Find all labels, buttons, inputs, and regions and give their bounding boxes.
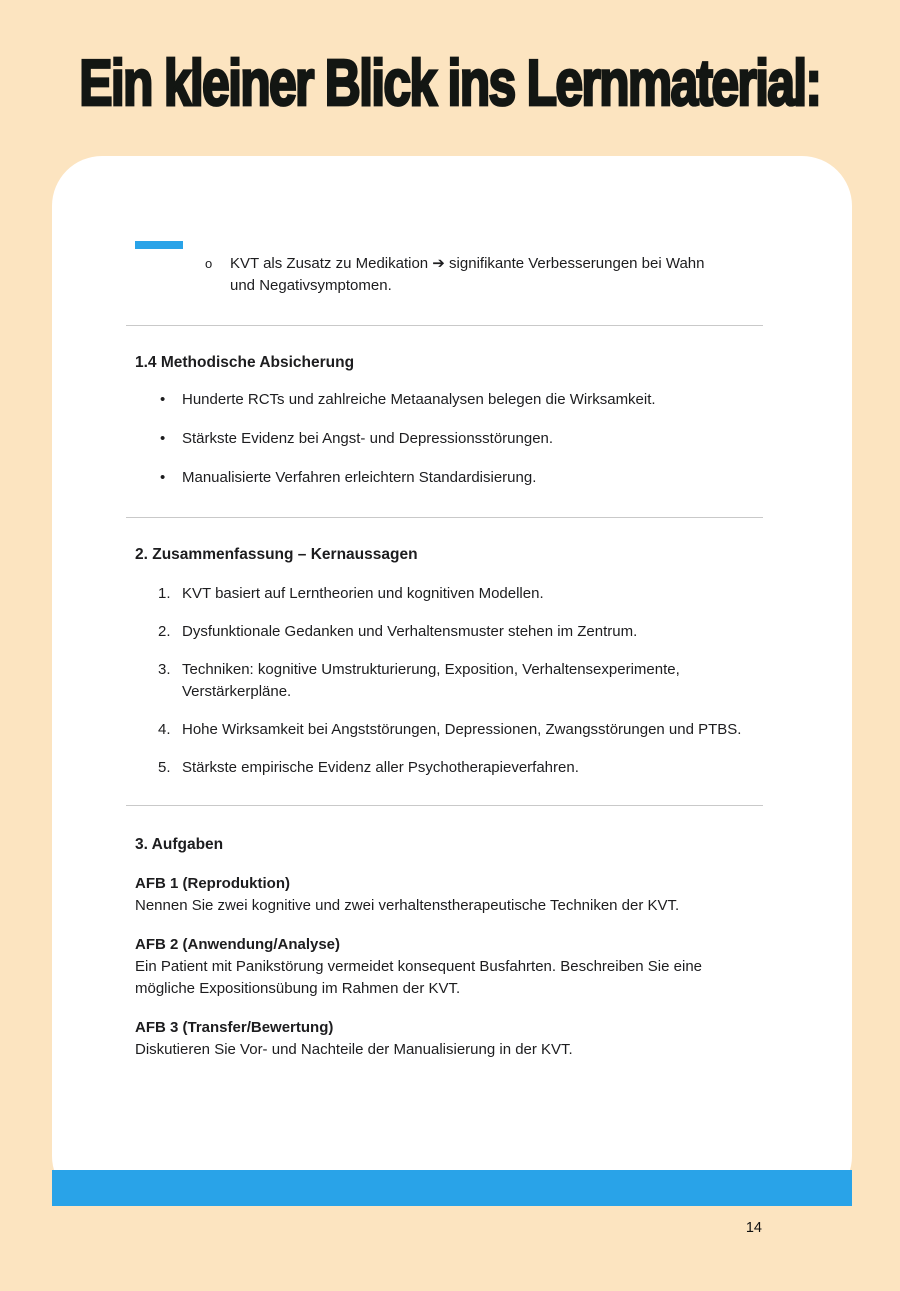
material-card bbox=[52, 156, 852, 1236]
numbered-item bbox=[135, 719, 763, 741]
number-marker: 4. bbox=[158, 721, 171, 738]
task-block bbox=[135, 934, 763, 1000]
circle-bullet-marker: o bbox=[205, 256, 213, 271]
bullet-item bbox=[135, 467, 763, 489]
task-block bbox=[135, 873, 763, 917]
bullet-marker: • bbox=[160, 430, 166, 447]
bullet-list bbox=[135, 389, 763, 489]
task-title: AFB 2 (Anwendung/Analyse) bbox=[135, 936, 341, 953]
numbered-item-text: KVT basiert auf Lerntheorien und kognitiven Modellen. bbox=[182, 585, 544, 602]
bullet-item bbox=[135, 428, 763, 450]
numbered-item-text: Stärkste empirische Evidenz aller Psychotherapieverfahren. bbox=[182, 759, 579, 776]
section-heading-zusammenfassung: 2. Zusammenfassung – Kernaussagen bbox=[135, 546, 418, 563]
section-divider bbox=[126, 325, 763, 326]
bullet-item-text: Hunderte RCTs und zahlreiche Metaanalysen belegen die Wirksamkeit. bbox=[182, 391, 656, 408]
section-heading-aufgaben: 3. Aufgaben bbox=[135, 836, 224, 853]
numbered-item bbox=[135, 659, 763, 703]
task-title: AFB 1 (Reproduktion) bbox=[135, 875, 290, 892]
accent-dash bbox=[135, 241, 183, 249]
number-marker: 3. bbox=[158, 661, 171, 678]
task-block bbox=[135, 1017, 763, 1061]
task-text: Ein Patient mit Panikstörung vermeidet konsequent Busfahrten. Beschreiben Sie eine mögliche Expositionsübung im Rahmen der KVT. bbox=[135, 958, 702, 997]
section-divider bbox=[126, 805, 763, 806]
task-text: Nennen Sie zwei kognitive und zwei verhaltenstherapeutische Techniken der KVT. bbox=[135, 897, 680, 914]
circle-item-text: KVT als Zusatz zu Medikation ➔ signifikante Verbesserungen bei Wahn und Negativsymptomen. bbox=[230, 255, 705, 294]
section-heading-methodik: 1.4 Methodische Absicherung bbox=[135, 354, 355, 371]
bullet-marker: • bbox=[160, 391, 166, 408]
header bbox=[0, 0, 900, 156]
footer-bar bbox=[52, 1170, 852, 1206]
page-title: Ein kleiner Blick ins Lernmaterial: bbox=[79, 46, 821, 120]
section-divider bbox=[126, 517, 763, 518]
number-marker: 5. bbox=[158, 759, 171, 776]
bullet-item-text: Manualisierte Verfahren erleichtern Standardisierung. bbox=[182, 469, 537, 486]
task-text: Diskutieren Sie Vor- und Nachteile der Manualisierung in der KVT. bbox=[135, 1041, 573, 1058]
task-title: AFB 3 (Transfer/Bewertung) bbox=[135, 1019, 334, 1036]
page-number: 14 bbox=[745, 1220, 762, 1236]
number-marker: 2. bbox=[158, 623, 171, 640]
document-content bbox=[52, 241, 852, 1291]
numbered-list bbox=[135, 583, 763, 779]
numbered-item bbox=[135, 621, 763, 643]
bullet-item bbox=[135, 389, 763, 411]
number-marker: 1. bbox=[158, 585, 171, 602]
bullet-marker: • bbox=[160, 469, 166, 486]
numbered-item bbox=[135, 757, 763, 779]
numbered-item-text: Dysfunktionale Gedanken und Verhaltensmuster stehen im Zentrum. bbox=[182, 623, 638, 640]
bullet-item-text: Stärkste Evidenz bei Angst- und Depressionsstörungen. bbox=[182, 430, 554, 447]
numbered-item-text: Hohe Wirksamkeit bei Angststörungen, Depressionen, Zwangsstörungen und PTBS. bbox=[182, 721, 742, 738]
numbered-item-text: Techniken: kognitive Umstrukturierung, Exposition, Verhaltensexperimente, Verstärkerpläne. bbox=[182, 661, 680, 700]
circle-list-item bbox=[135, 253, 763, 297]
numbered-item bbox=[135, 583, 763, 605]
